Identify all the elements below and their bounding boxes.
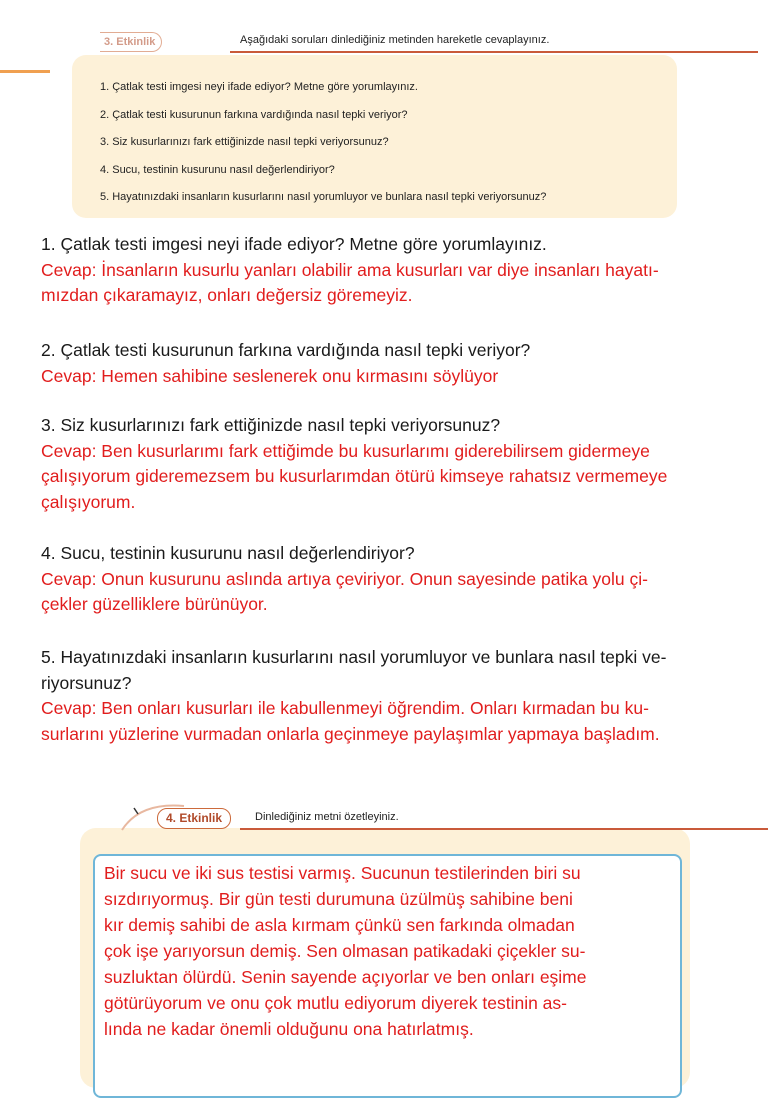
answer-line: Cevap: İnsanların kusurlu yanları olabilir ama kusurları var diye insanları hayatı- [41, 259, 659, 280]
answer-line: çekler güzelliklere bürünüyor. [41, 594, 268, 614]
activity4-instruction: Dinlediğiniz metni özetleyiniz. [255, 811, 399, 823]
question-text: 2. Çatlak testi kusurunun farkına vardığında nasıl tepki veriyor? [41, 340, 531, 360]
question-text: 4. Sucu, testinin kusurunu nasıl değerlendiriyor? [41, 543, 415, 563]
question-list [72, 55, 677, 212]
answer-line: Cevap: Ben onları kusurları ile kabullenmeyi öğrendim. Onları kırmadan bu ku- [41, 698, 649, 718]
question-item: 3. Siz kusurlarınızı fark ettiğinizde nasıl tepki veriyorsunuz? [100, 136, 389, 148]
qa-block-5 [41, 645, 761, 747]
answer-line: Cevap: Onun kusurunu aslında artıya çeviriyor. Onun sayesinde patika yolu çi- [41, 568, 648, 589]
activity4-header [100, 800, 670, 840]
summary-line: Bir sucu ve iki sus testisi varmış. Sucunun testilerinden biri su [104, 863, 581, 883]
activity3-instruction: Aşağıdaki soruları dinlediğiniz metinden hareketle cevaplayınız. [240, 34, 550, 46]
question-item: 1. Çatlak testi imgesi neyi ifade ediyor? Metne göre yorumlayınız. [100, 81, 418, 93]
question-text: 5. Hayatınızdaki insanların kusurlarını nasıl yorumluyor ve bunlara nasıl tepki ve- [41, 647, 667, 667]
answer-line: mızdan çıkaramayız, onları değersiz göremeyiz. [41, 285, 413, 305]
header-divider [240, 828, 768, 830]
qa-block-4 [41, 541, 761, 618]
summary-line: lında ne kadar önemli olduğunu ona hatırlatmış. [104, 1019, 474, 1039]
question-item: 5. Hayatınızdaki insanların kusurlarını nasıl yorumluyor ve bunlara nasıl tepki veriyorsunuz? [100, 191, 547, 203]
answer-line: surlarını yüzlerine vurmadan onlarla geçinmeye paylaşımlar yapmaya başladım. [41, 723, 660, 744]
summary-textarea[interactable] [93, 854, 682, 1098]
header-divider [230, 51, 758, 53]
qa-block-1 [41, 232, 761, 309]
summary-text [95, 856, 676, 1042]
questions-box [72, 55, 677, 218]
summary-line: götürüyorum ve onu çok mutlu ediyorum diyerek testinin as- [104, 993, 567, 1013]
answer-line: çalışıyorum. [41, 491, 136, 512]
question-item: 4. Sucu, testinin kusurunu nasıl değerlendiriyor? [100, 163, 335, 176]
summary-line: kır demiş sahibi de asla kırmam çünkü sen farkında olmadan [104, 915, 575, 935]
activity3-title: 3. Etkinlik [100, 32, 162, 52]
qa-block-2 [41, 338, 761, 389]
summary-line: suzluktan ölürdü. Senin sayende açıyorlar ve ben onları eşime [104, 967, 587, 987]
answer-line: Cevap: Ben kusurlarımı fark ettiğimde bu kusurlarımı giderebilirsem gidermeye [41, 440, 650, 461]
answer-line: çalışıyorum gideremezsem bu kusurlarımdan ötürü kimseye rahatsız vermemeye [41, 466, 668, 486]
question-text: 1. Çatlak testi imgesi neyi ifade ediyor? Metne göre yorumlayınız. [41, 234, 547, 254]
answer-line: Cevap: Hemen sahibine seslenerek onu kırmasını söylüyor [41, 365, 499, 386]
top-accent-line [0, 70, 50, 73]
activity3-header [100, 31, 660, 53]
question-text: 3. Siz kusurlarınızı fark ettiğinizde nasıl tepki veriyorsunuz? [41, 415, 501, 435]
summary-line: sızdırıyormuş. Bir gün testi durumuna üzülmüş sahibine beni [104, 889, 573, 909]
question-text: riyorsunuz? [41, 672, 132, 693]
summary-line: çok işe yarıyorsun demiş. Sen olmasan patikadaki çiçekler su- [104, 941, 586, 961]
qa-block-3 [41, 413, 761, 515]
activity4-title: 4. Etkinlik [157, 808, 231, 829]
question-item: 2. Çatlak testi kusurunun farkına vardığında nasıl tepki veriyor? [100, 108, 408, 121]
